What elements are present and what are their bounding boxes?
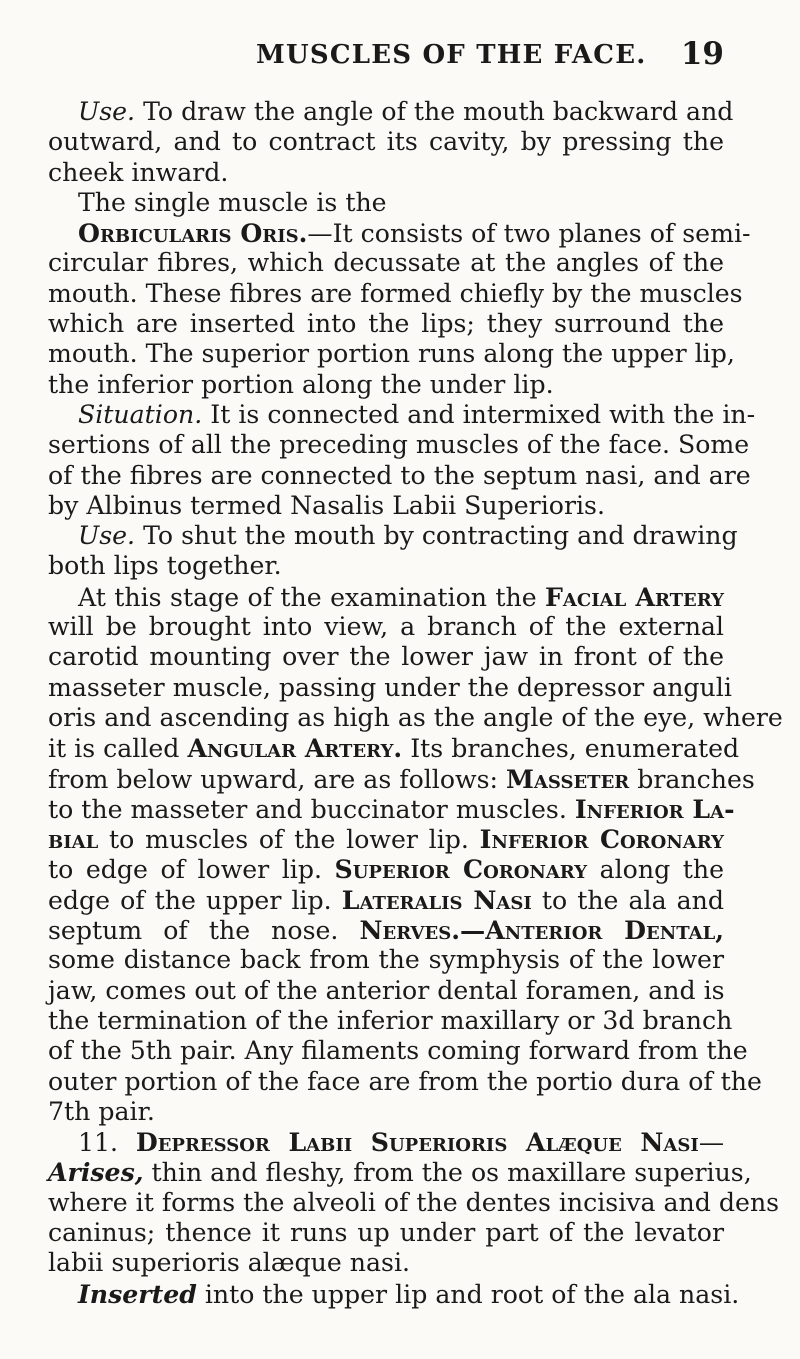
text-line: caninus; thence it runs up under part of the levator (48, 1217, 724, 1247)
text-line: which are inserted into the lips; they surround the (48, 309, 724, 339)
running-head (48, 36, 724, 80)
artery-heading: Angular Artery. (187, 733, 403, 764)
text-line: bial to muscles of the lower lip. Inferior Coronary (48, 824, 724, 855)
text-line: outer portion of the face are from the portio dura of the (48, 1066, 762, 1096)
text-line: will be brought into view, a branch of the external (48, 612, 724, 642)
text-line: of the 5th pair. Any filaments coming forward from the (48, 1036, 748, 1066)
branch-heading: Lateralis Nasi (341, 884, 532, 915)
text-line: sertions of all the preceding muscles of the face. Some (48, 430, 750, 460)
text-line: it is called Angular Artery. Its branches, enumerated (48, 733, 740, 764)
text-line: some distance back from the symphysis of the lower (48, 945, 724, 975)
branch-heading: Inferior Coronary (479, 824, 724, 855)
text-line: where it forms the alveoli of the dentes incisiva and dens (48, 1187, 780, 1217)
text-line: Arises, thin and fleshy, from the os maxillare superius, (48, 1157, 752, 1188)
text-line: Inserted into the upper lip and root of the ala nasi. (78, 1278, 740, 1309)
text-line: labii superioris alæque nasi. (48, 1248, 411, 1278)
text-line: At this stage of the examination the Facial Artery (78, 581, 724, 612)
text-line: circular fibres, which decussate at the angles of the (48, 248, 724, 278)
text-line: carotid mounting over the lower jaw in front of the (48, 642, 724, 672)
text-line: to the masseter and buccinator muscles. Inferior La- (48, 793, 735, 824)
muscle-heading: Orbicularis Oris. (78, 218, 308, 249)
page-number: 19 (680, 36, 724, 72)
text-line: Situation. It is connected and intermixed with the in- (78, 399, 756, 429)
text-line: by Albinus termed Nasalis Labii Superioris. (48, 490, 605, 520)
text-line: edge of the upper lip. Lateralis Nasi to the ala and (48, 884, 725, 915)
text-line: to edge of lower lip. Superior Coronary along the (48, 854, 724, 885)
branch-heading: bial (48, 824, 99, 855)
branch-heading: Masseter (506, 763, 630, 794)
text-line: from below upward, are as follows: Masseter branches (48, 763, 755, 794)
text-line: of the fibres are connected to the septum nasi, and are (48, 460, 751, 490)
text-line: mouth. These fibres are formed chiefly by the muscles (48, 278, 743, 308)
text-line: cheek inward. (48, 157, 229, 187)
text-line: Use. To draw the angle of the mouth backward and (78, 97, 734, 126)
text-line: outward, and to contract its cavity, by pressing the (48, 127, 724, 157)
text-line: The single muscle is the (78, 187, 387, 217)
text-line: septum of the nose. Nerves.—Anterior Dental, (48, 915, 724, 946)
body-text (48, 97, 783, 1309)
artery-heading: Facial Artery (545, 581, 724, 612)
text-line: oris and ascending as high as the angle of the eye, where (48, 702, 783, 732)
text-line: the inferior portion along the under lip. (48, 369, 554, 399)
text-line: 11. Depressor Labii Superioris Alæque Nasi— (78, 1127, 724, 1158)
branch-heading: Superior Coronary (334, 854, 588, 885)
text-line: both lips together. (48, 551, 282, 581)
running-title: MUSCLES OF THE FACE. (256, 40, 647, 70)
nerve-heading: Nerves.—Anterior Dental, (359, 915, 724, 946)
branch-heading: Inferior La- (574, 793, 735, 824)
text-line: jaw, comes out of the anterior dental foramen, and is (48, 975, 725, 1005)
text-line: the termination of the inferior maxillary or 3d branch (48, 1005, 733, 1035)
text-line: mouth. The superior portion runs along the upper lip, (48, 339, 735, 369)
muscle-heading: Depressor Labii Superioris Alæque Nasi (135, 1127, 699, 1158)
text-line: masseter muscle, passing under the depressor anguli (48, 672, 732, 702)
text-line: 7th pair. (48, 1096, 155, 1126)
text-line: Use. To shut the mouth by contracting and drawing (78, 521, 738, 551)
text-line: Orbicularis Oris.—It consists of two planes of semi- (78, 218, 751, 249)
